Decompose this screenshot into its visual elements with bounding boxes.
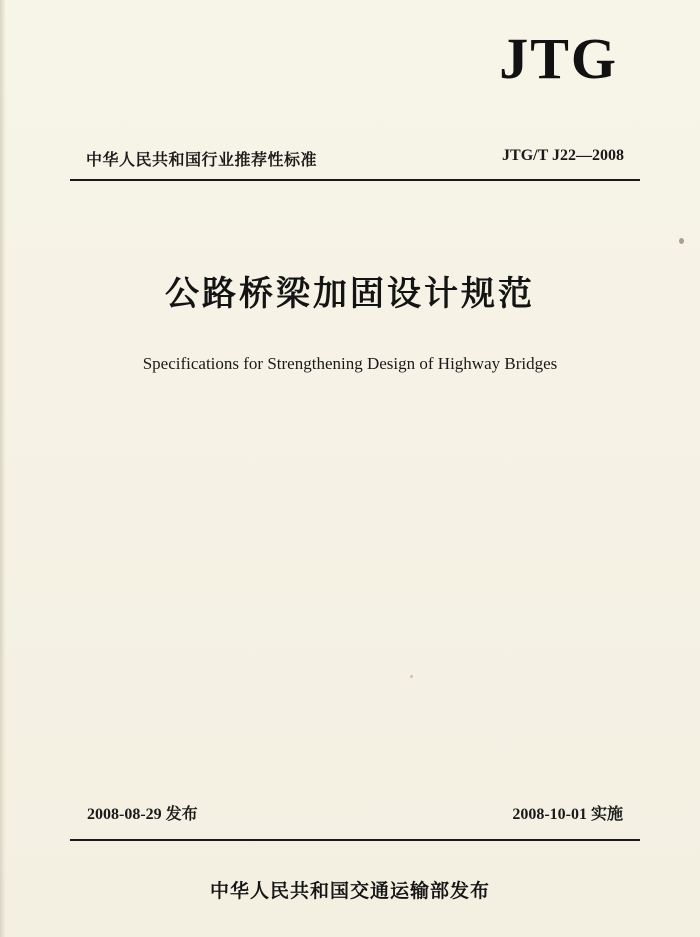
publisher: 中华人民共和国交通运输部发布 [209, 880, 490, 902]
top-divider [70, 179, 640, 181]
document-title-english: Specifications for Strengthening Design of Highway Bridges [142, 354, 558, 373]
page-edge-shadow [0, 0, 6, 937]
issue-date: 2008-08-29 发布 [87, 806, 198, 823]
effective-date: 2008-10-01 实施 [512, 806, 623, 823]
standard-code: JTG/T J22—2008 [502, 147, 624, 164]
document-title-chinese: 公路桥梁加固设计规范 [165, 274, 535, 314]
paper-speck [679, 238, 684, 244]
jtg-logo: JTG [499, 26, 618, 91]
bottom-divider [70, 839, 640, 841]
paper-speck [410, 675, 413, 678]
standard-category: 中华人民共和国行业推荐性标准 [86, 150, 318, 169]
